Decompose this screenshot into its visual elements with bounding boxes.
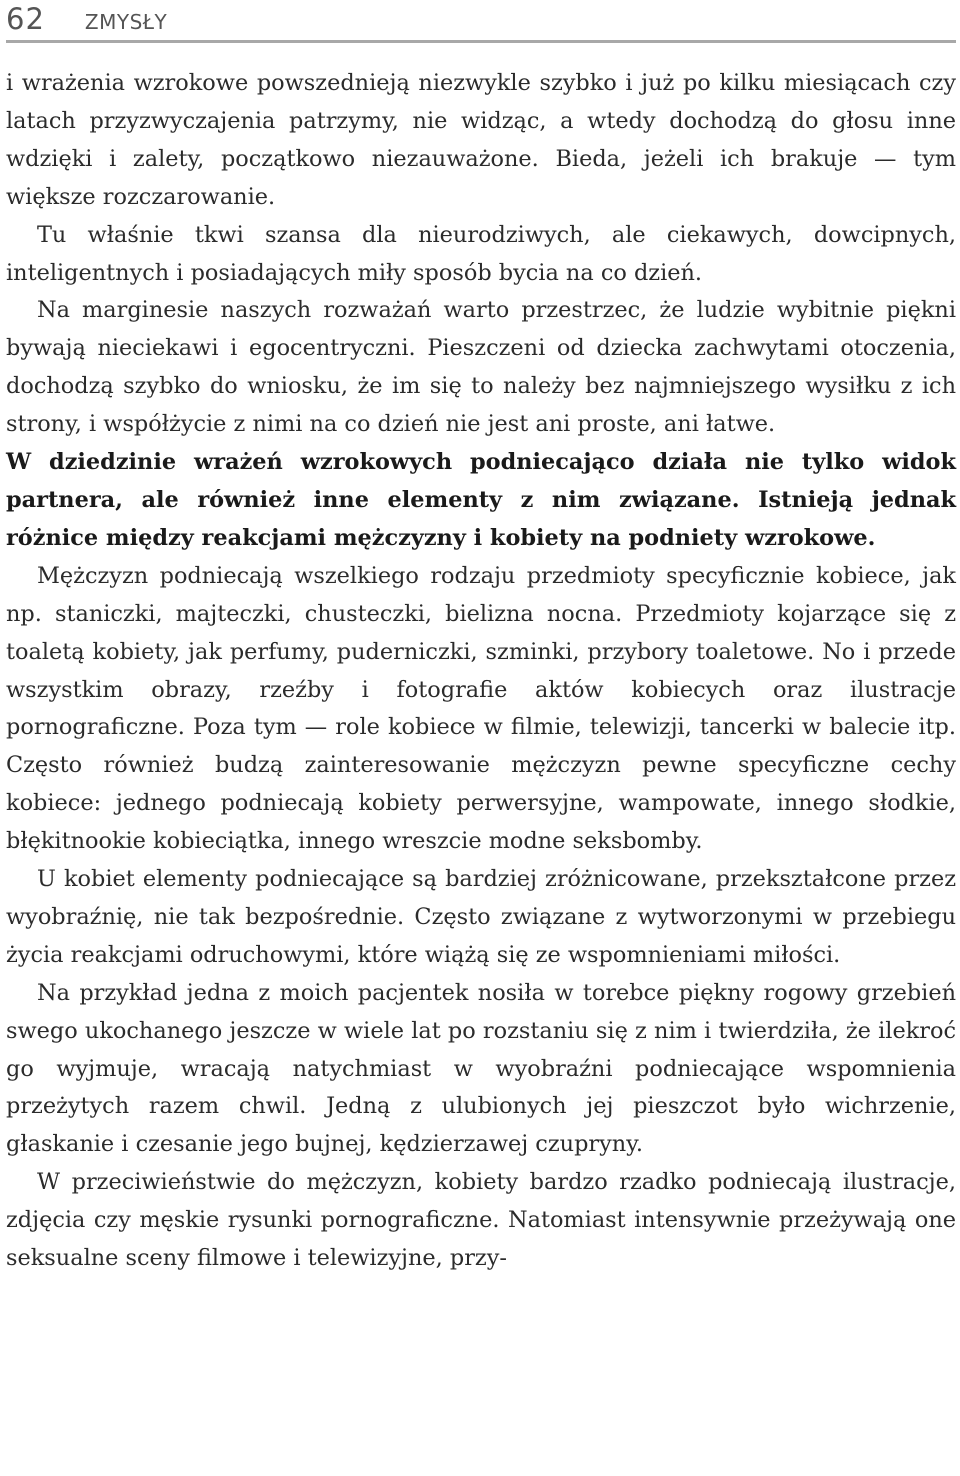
- header-rule: [6, 40, 956, 43]
- paragraph: U kobiet elementy podniecające są bardziej zróżnicowane, przekształcone przez wyobraźnię, nie tak bezpośrednie. Często związane z wytworzonymi w przebiegu życia reakcjami odruchowymi, które wiążą się ze wspomnieniami miłości.: [6, 866, 956, 968]
- body-text: [6, 65, 956, 1278]
- paragraph: Na marginesie naszych rozważań warto przestrzec, że ludzie wybitnie piękni bywają nieciekawi i egocentryczni. Pieszczeni od dziecka zachwytami otoczenia, dochodzą szybko do wniosku, że im się to należy bez najmniejszego wysiłku z ich strony, i współżycie z nimi na co dzień nie jest ani proste, ani łatwe.: [6, 297, 956, 438]
- running-title: ZMYSŁY: [84, 10, 168, 34]
- paragraph: Tu właśnie tkwi szansa dla nieurodziwych, ale ciekawych, dowcipnych, inteligentnych i posiadających miły sposób bycia na co dzień.: [6, 221, 956, 286]
- paragraph: Na przykład jedna z moich pacjentek nosiła w torebce piękny rogowy grzebień swego ukochanego jeszcze w wiele lat po rozstaniu się z nim i twierdziła, że ilekroć go wyjmuje, wracają natychmiast w wyobraźni podniecające wspomnienia przeżytych razem chwil. Jedną z ulubionych jej pieszczot było wichrzenie, głaskanie i czesanie jego bujnej, kędzierzawej czupryny.: [6, 979, 956, 1158]
- page-number: 62: [6, 2, 45, 36]
- paragraph-continued: i wrażenia wzrokowe powszednieją niezwykle szybko i już po kilku miesiącach czy latach przyzwyczajenia patrzymy, nie widząc, a wtedy dochodzą do głosu inne wdzięki i zalety, początkowo niezauważone. Bieda, jeżeli ich brakuje — tym większe rozczarowanie.: [6, 70, 956, 210]
- running-head: [6, 0, 956, 34]
- paragraph: W przeciwieństwie do mężczyzn, kobiety bardzo rzadko podniecają ilustracje, zdjęcia czy męskie rysunki pornograficzne. Natomiast intensywnie przeżywają one seksualne sceny filmowe i telewizyjne, przy-: [6, 1169, 956, 1272]
- paragraph: Mężczyzn podniecają wszelkiego rodzaju przedmioty specyficznie kobiece, jak np. staniczki, majteczki, chusteczki, bielizna nocna. Przedmioty kojarzące się z toaletą kobiety, jak perfumy, puderniczki, szminki, przybory toaletowe. No i przede wszystkim obrazy, rzeźby i fotografie aktów kobiecych oraz ilustracje pornograficzne. Poza tym — role kobiece w filmie, telewizji, tancerki w balecie itp. Często również budzą zainteresowanie mężczyzn pewne specyficzne cechy kobiece: jednego podniecają kobiety perwersyjne, wampowate, innego słodkie, błękitnookie kobieciątka, innego wreszcie modne seksbomby.: [6, 562, 956, 855]
- paragraph-bold: W dziedzinie wrażeń wzrokowych podniecająco działa nie tylko widok partnera, ale również inne elementy z nim związane. Istnieją jednak różnice między reakcjami mężczyzny i kobiety na podniety wzrokowe.: [6, 449, 956, 551]
